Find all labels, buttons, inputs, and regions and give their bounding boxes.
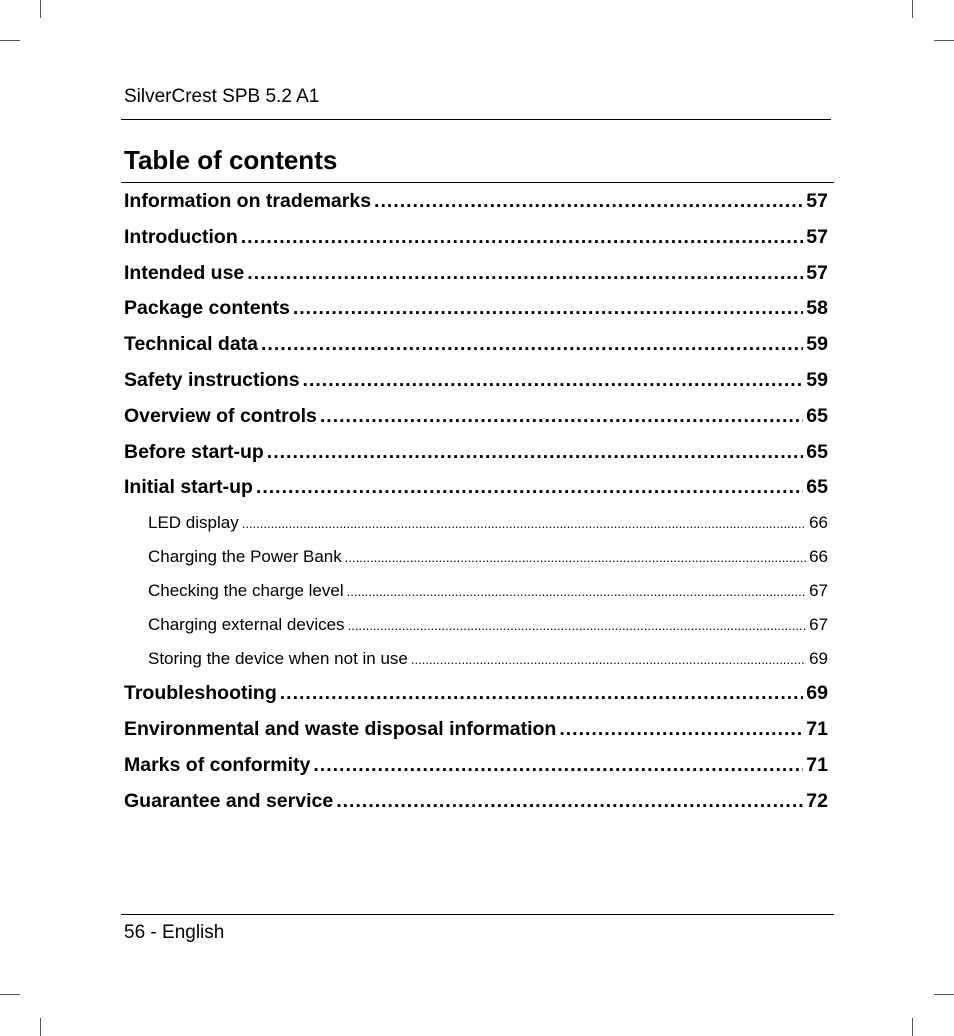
toc-entry[interactable] — [124, 327, 828, 363]
toc-entry-label: Technical data — [124, 333, 259, 356]
toc-entry-label: Troubleshooting — [124, 682, 277, 705]
dot-leader — [256, 470, 803, 506]
dot-leader — [559, 712, 803, 748]
dot-leader — [374, 184, 803, 220]
dot-leader — [411, 643, 806, 677]
title-divider — [121, 182, 834, 183]
toc-entry[interactable] — [124, 220, 828, 256]
toc-entry[interactable] — [124, 470, 828, 506]
dot-leader — [267, 435, 804, 471]
toc-entry-page: 57 — [806, 261, 828, 284]
toc-entry-label: Before start-up — [124, 440, 264, 463]
dot-leader — [336, 784, 803, 820]
toc-entry-label: Intended use — [124, 261, 245, 284]
toc-entry-page: 57 — [806, 225, 828, 248]
toc-entry[interactable] — [124, 435, 828, 471]
toc-entry-label: Environmental and waste disposal information — [124, 717, 557, 740]
footer-divider — [121, 914, 834, 915]
dot-leader — [247, 256, 803, 292]
toc-entry-label: Charging external devices — [148, 615, 345, 635]
dot-leader — [347, 575, 806, 609]
dot-leader — [293, 291, 803, 327]
crop-mark — [934, 40, 954, 41]
toc-entry-page: 72 — [806, 789, 828, 812]
toc-entry-label: Information on trademarks — [124, 190, 372, 212]
toc-entry-label: Storing the device when not in use — [148, 649, 408, 669]
toc-subentry[interactable] — [124, 506, 828, 540]
dot-leader — [241, 220, 804, 256]
header-divider — [121, 119, 831, 120]
toc-entry-label: Charging the Power Bank — [148, 547, 342, 567]
crop-mark — [912, 0, 913, 18]
toc-entry-label: Safety instructions — [124, 368, 300, 391]
toc-subentry[interactable] — [124, 540, 828, 574]
toc-entry-page: 58 — [806, 297, 828, 320]
toc-entry-page: 65 — [806, 476, 828, 499]
page-footer: 56 - English — [124, 922, 225, 943]
crop-mark — [0, 40, 20, 41]
toc-entry[interactable] — [124, 748, 828, 784]
dot-leader — [261, 327, 803, 363]
dot-leader — [242, 507, 806, 541]
toc-entry-page: 66 — [809, 513, 828, 533]
toc-entry-page: 67 — [809, 581, 828, 601]
dot-leader — [345, 541, 806, 575]
toc-entry[interactable] — [124, 676, 828, 712]
toc-entry-page: 59 — [806, 333, 828, 356]
toc-entry-page: 66 — [809, 547, 828, 567]
toc-entry-page: 57 — [806, 190, 828, 212]
toc-subentry[interactable] — [124, 608, 828, 642]
crop-mark — [40, 0, 41, 18]
toc-entry-label: Guarantee and service — [124, 789, 334, 812]
toc-entry[interactable] — [124, 784, 828, 820]
dot-leader — [320, 399, 803, 435]
toc-entry-page: 65 — [806, 440, 828, 463]
toc-entry-label: Introduction — [124, 225, 238, 248]
running-header: SilverCrest SPB 5.2 A1 — [124, 86, 320, 107]
dot-leader — [313, 748, 803, 784]
toc-entry[interactable] — [124, 712, 828, 748]
toc-entry-label: Marks of conformity — [124, 753, 311, 776]
toc-entry-page: 69 — [809, 649, 828, 669]
dot-leader — [280, 676, 804, 712]
toc-entry-label: LED display — [148, 513, 239, 533]
crop-mark — [934, 994, 954, 995]
table-of-contents — [124, 184, 828, 819]
toc-entry[interactable] — [124, 291, 828, 327]
toc-entry-page: 71 — [806, 753, 828, 776]
toc-entry-page: 59 — [806, 368, 828, 391]
dot-leader — [303, 363, 804, 399]
toc-subentry[interactable] — [124, 574, 828, 608]
page-title: Table of contents — [124, 145, 338, 175]
toc-entry-label: Checking the charge level — [148, 581, 344, 601]
toc-subentry[interactable] — [124, 642, 828, 676]
toc-entry-page: 67 — [809, 615, 828, 635]
toc-entry[interactable] — [124, 399, 828, 435]
toc-entry-page: 69 — [806, 682, 828, 705]
crop-mark — [0, 994, 20, 995]
toc-entry-label: Package contents — [124, 297, 290, 320]
toc-entry-page: 65 — [806, 404, 828, 427]
crop-mark — [912, 1018, 913, 1036]
crop-mark — [40, 1018, 41, 1036]
dot-leader — [348, 609, 807, 643]
toc-entry-label: Initial start-up — [124, 476, 253, 499]
toc-entry-label: Overview of controls — [124, 404, 317, 427]
toc-entry[interactable] — [124, 363, 828, 399]
toc-entry-page: 71 — [806, 717, 828, 740]
toc-entry[interactable] — [124, 256, 828, 292]
toc-entry[interactable] — [124, 184, 828, 220]
